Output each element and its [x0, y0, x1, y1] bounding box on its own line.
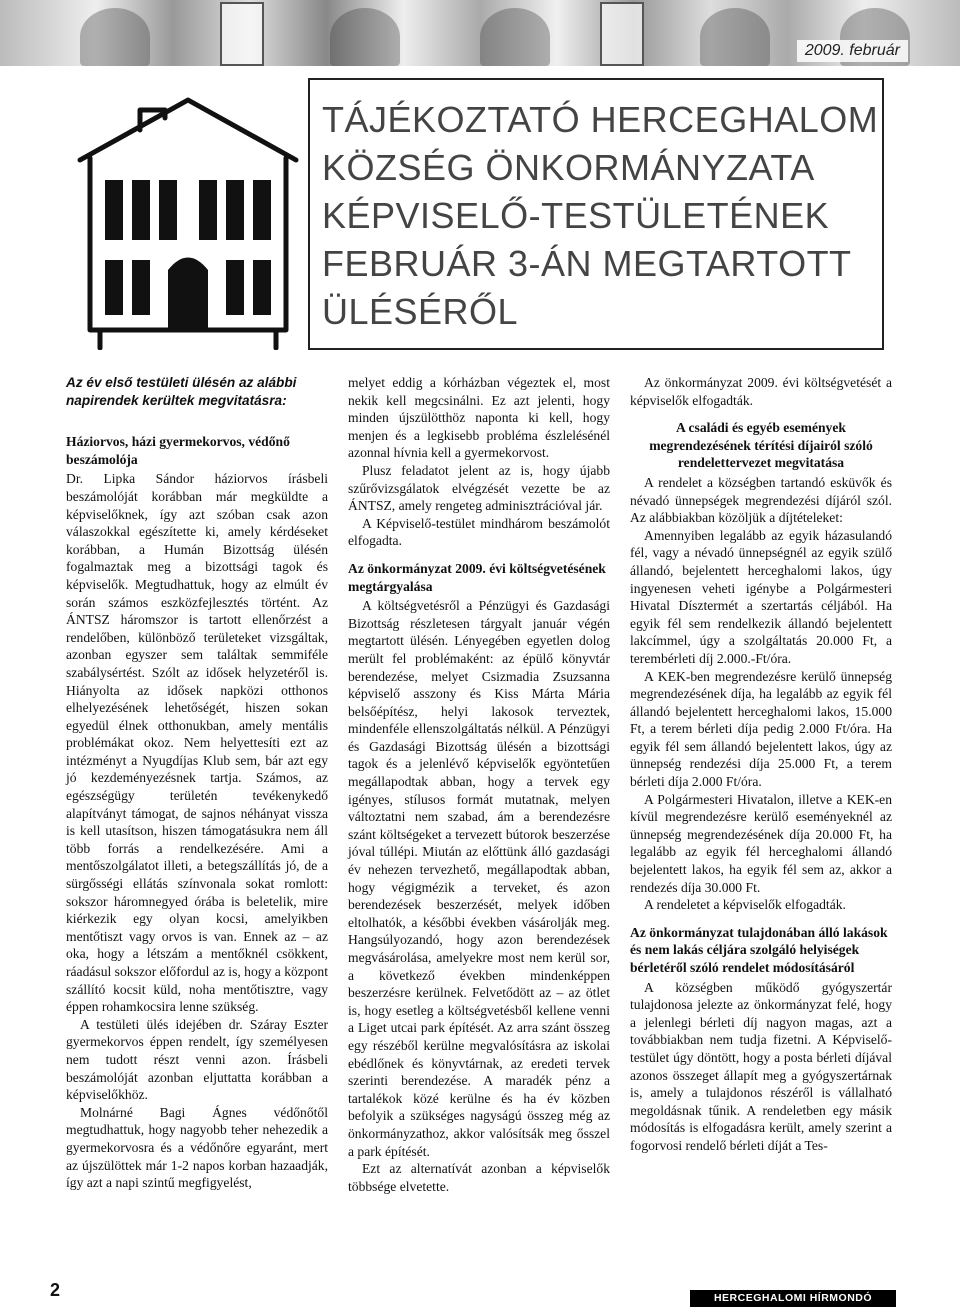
paragraph: Amennyiben legalább az egyik házasulandó fél, vagy a névadó ünnepségnél az egyik szülő állandó, bejelentett herceghalomi lakos, úgy ingyenesen veheti igénybe a Polgármesteri Hivatal Dísztermét a szertartás céljából. Ha egyik fél sem rendelkezik állandó bejelentett lakcímmel, úgy a szolgáltatás 20.000 Ft, a terembérleti díj 2.000.-Ft/óra.	[630, 527, 892, 666]
headline-box	[308, 78, 884, 350]
paragraph: A Képviselő-testület mindhárom beszámolót elfogadta.	[348, 515, 610, 549]
water-tower-shape	[220, 2, 264, 66]
water-tower-shape	[600, 2, 644, 66]
paragraph: A költségvetésről a Pénzügyi és Gazdasági Bizottság részletesen tárgyalt január végén megtartott ülésén. Lényegében egyetlen dolog merült fel problémaként: az épülő könyvtár berendezése, melyet Csizmadia Zsuzsanna képviselő asszony és Kiss Márta Mária belsőépítész, helyi lakosok terveztek, mindenféle ellenszolgáltatás nélkül. A Pénzügyi és Gazdasági Bizottság ülésén a bizottsági tagok és a jelenlévő képviselők egyöntetűen megállapodtak abban, hogy a tervek egy igényes, stílusos formát mutatnak, melyen változtatni nem szabad, ám a berendezésre szánt költségeket a tervezett bútorok beszerzése jóval túllépi. Miután az előttünk álló gazdasági év nehezen tervezhető, megállapodtak abban, hogy végigmézik a terveket, és azon berendezések beszerzését, melyek időben eltolhatók, a későbbi években vásárolják meg. Hangsúlyozandó, hogy azon berendezések megvásárolása, amelyekre most nem kerül sor, a következő években mindenképpen beszerzésre kerülnek. Felvetődött az – az ötlet is, hogy esetleg a költségvetésből kellene venni a Liget utcai park építését. Az arra szánt összeg egy részéből kerülne megvalósításra az iskolai ebédlőnek és könyvtárnak, az eredeti tervek szerinti berendezése. A maradék pénz a tartalékok közé kerülne és ha év közben befolyik a szükséges nagyságú összeg még az önkormányzathoz, akkor valósítsák meg ősszel a park építését.	[348, 598, 610, 1159]
paragraph: A testületi ülés idejében dr. Száray Eszter gyermekorvos éppen rendelt, így személyesen nem tudott részt venni azon. Írásbeli beszámolóját azonban eljuttatta korábban a képviselőkhöz.	[66, 1016, 328, 1103]
article-intro: Az év első testületi ülésén az alábbi napirendek kerültek megvitatásra:	[66, 375, 297, 408]
text-column-3	[630, 374, 892, 1155]
issue-date: 2009. február	[797, 40, 908, 62]
paragraph: Dr. Lipka Sándor háziorvos írásbeli beszámolóját korábban már megküldte a képviselőknek, így azt szóban csak azon válaszokkal egészítette ki, amely kérdéseket korábban, a Humán Bizottság ülésén fogalmaztak meg a bizottsági tagok és képviselők. Megtudhattuk, hogy az elmúlt év során számos eszközfejlesztés történt. Az ÁNTSZ háromszor is tartott ellenőrzést a rendelőben, különböző területeket vizsgáltak, azonban egyszer sem találtak semmiféle szabálysértést. Szólt az idősek helyzetéről is. Hiányolta az idősek napközi otthonos elhelyezésének lehetőségét, hiszen sokan egyedül élnek otthonukban, amely mentális problémákat okoz. Nem helyettesíti ezt az intézményt a Nyugdíjas Klub sem, bár azt egy jó kezdeményezésnek tartja. Számos, az egészségügy területén tevékenykedő alapítványt támogat, de sajnos néhányat vissza is kell utasítson, hiszen támogatásukra nem áll több forrás a rendelkezésére. Ami a mentőszolgálatot illeti, a betegszállítás jó, de a sürgősségi ellátás színvonala sokat romlott: sokszor háromnegyed órába is beletelik, mire kiérkezik egy olyan kocsi, amelyikben mentőtiszt vagy orvos is van. Ennek az – az oka, hogy a létszám a mentőknél csökkent, ráadásul sokszor előfordul az is, hogy a központ szállító kocsit küld, noha mentőtisztre, vagy éppen rohamkocsira lenne szükség.	[66, 471, 328, 1015]
paragraph: A Polgármesteri Hivatalon, illetve a KEK-en kívül megrendezésre kerülő eseményeknél az ünnepség megrendezésének díja 20.000 Ft, ha legalább az egyik fél herceghalomi állandó bejelentett lakos, ha egyik fél sem az, akkor a rendezés díja 30.000 Ft.	[630, 791, 892, 895]
building-logo-icon	[70, 80, 306, 350]
paragraph: A rendeletet a képviselők elfogadták.	[644, 897, 846, 913]
text-column-2	[348, 374, 610, 1195]
paragraph: A községben működő gyógyszertár tulajdonosa jelezte az önkormányzat felé, hogy a jelenlegi bérleti díj nagyon magas, azt a továbbiakban nem tudja fizetni. A Képviselő-testület úgy döntött, hogy a posta bérleti díjával azonos összeget állapít meg a gyógyszertárnak is, amely a tulajdonos részéről is vállalható megoldásnak tűnik. A rendeletben egy másik módosítás is elfogadásra került, amely szerint a fogorvosi rendelő bérleti díját a Tes-	[630, 979, 892, 1153]
text-column-1	[66, 374, 328, 1192]
section-heading: Háziorvos, házi gyermekorvos, védőnő beszámolója	[66, 434, 290, 467]
tree-shape	[700, 8, 770, 66]
tree-shape	[80, 8, 150, 66]
headline-line: KÉPVISELŐ-TESTÜLETÉNEK	[322, 195, 830, 236]
article-body	[66, 374, 893, 1274]
paragraph: melyet eddig a kórházban végeztek el, most nekik kell megcsinálni. Ez azt jelenti, hogy minden újszülötthöz naponta ki kell, hogy menjen és a legkisebb probléma észlelésénél azonnal hívnia kell a gyermekorvost.	[348, 375, 610, 461]
paragraph: A rendelet a községben tartandó esküvők és névadó ünnepségek megrendezési díjáról szól. Az alábbiakban közöljük a díjtételeket:	[630, 474, 892, 526]
headline-line: ÜLÉSÉRŐL	[322, 291, 519, 332]
headline-line: KÖZSÉG ÖNKORMÁNYZATA	[322, 147, 815, 188]
headline-line: TÁJÉKOZTATÓ HERCEGHALOM	[322, 99, 879, 140]
publication-name: HERCEGHALOMI HÍRMONDÓ	[690, 1290, 896, 1307]
paragraph: Molnárné Bagi Ágnes védőnőtől megtudhattuk, hogy nagyobb teher nehezedik a gyermekorvosra és a védőnőre egyaránt, mert az újszülöttek már 1-2 napos korban hazaadják, így azt a napi szintű megfigyelést,	[66, 1104, 328, 1191]
paragraph: Az önkormányzat 2009. évi költségvetését a képviselők elfogadták.	[630, 375, 892, 408]
page-number: 2	[50, 1280, 61, 1300]
tree-shape	[480, 8, 550, 66]
section-heading: A családi és egyéb események megrendezésének térítési díjairól szóló rendelettervezet megvitatása	[649, 420, 873, 471]
tree-shape	[330, 8, 400, 66]
headline-line: FEBRUÁR 3-ÁN MEGTARTOTT	[322, 243, 852, 284]
paragraph: Plusz feladatot jelent az is, hogy újabb szűrővizsgálatok elvégzését vezette be az ÁNTSZ, amely rengeteg adminisztrációval jár.	[348, 462, 610, 514]
paragraph: Ezt az alternatívát azonban a képviselők többsége elvetette.	[348, 1161, 610, 1194]
section-heading: Az önkormányzat 2009. évi költségvetésének megtárgyalása	[348, 560, 606, 594]
section-heading: Az önkormányzat tulajdonában álló lakások és nem lakás céljára szolgáló helyiségek bérletéről szóló rendelet módosításáról	[630, 924, 888, 975]
paragraph: A KEK-ben megrendezésre kerülő ünnepség megrendezésének díja, ha legalább az egyik fél állandó bejelentett herceghalomi lakos, 15.000 Ft, a terem bérleti díja pedig 2.000 Ft/óra. Ha egyik fél sem állandó bejelentett lakos, úgy az ünnepség rendezési díja 25.000 Ft, a terem bérleti díja 2.000 Ft/óra.	[630, 668, 892, 790]
